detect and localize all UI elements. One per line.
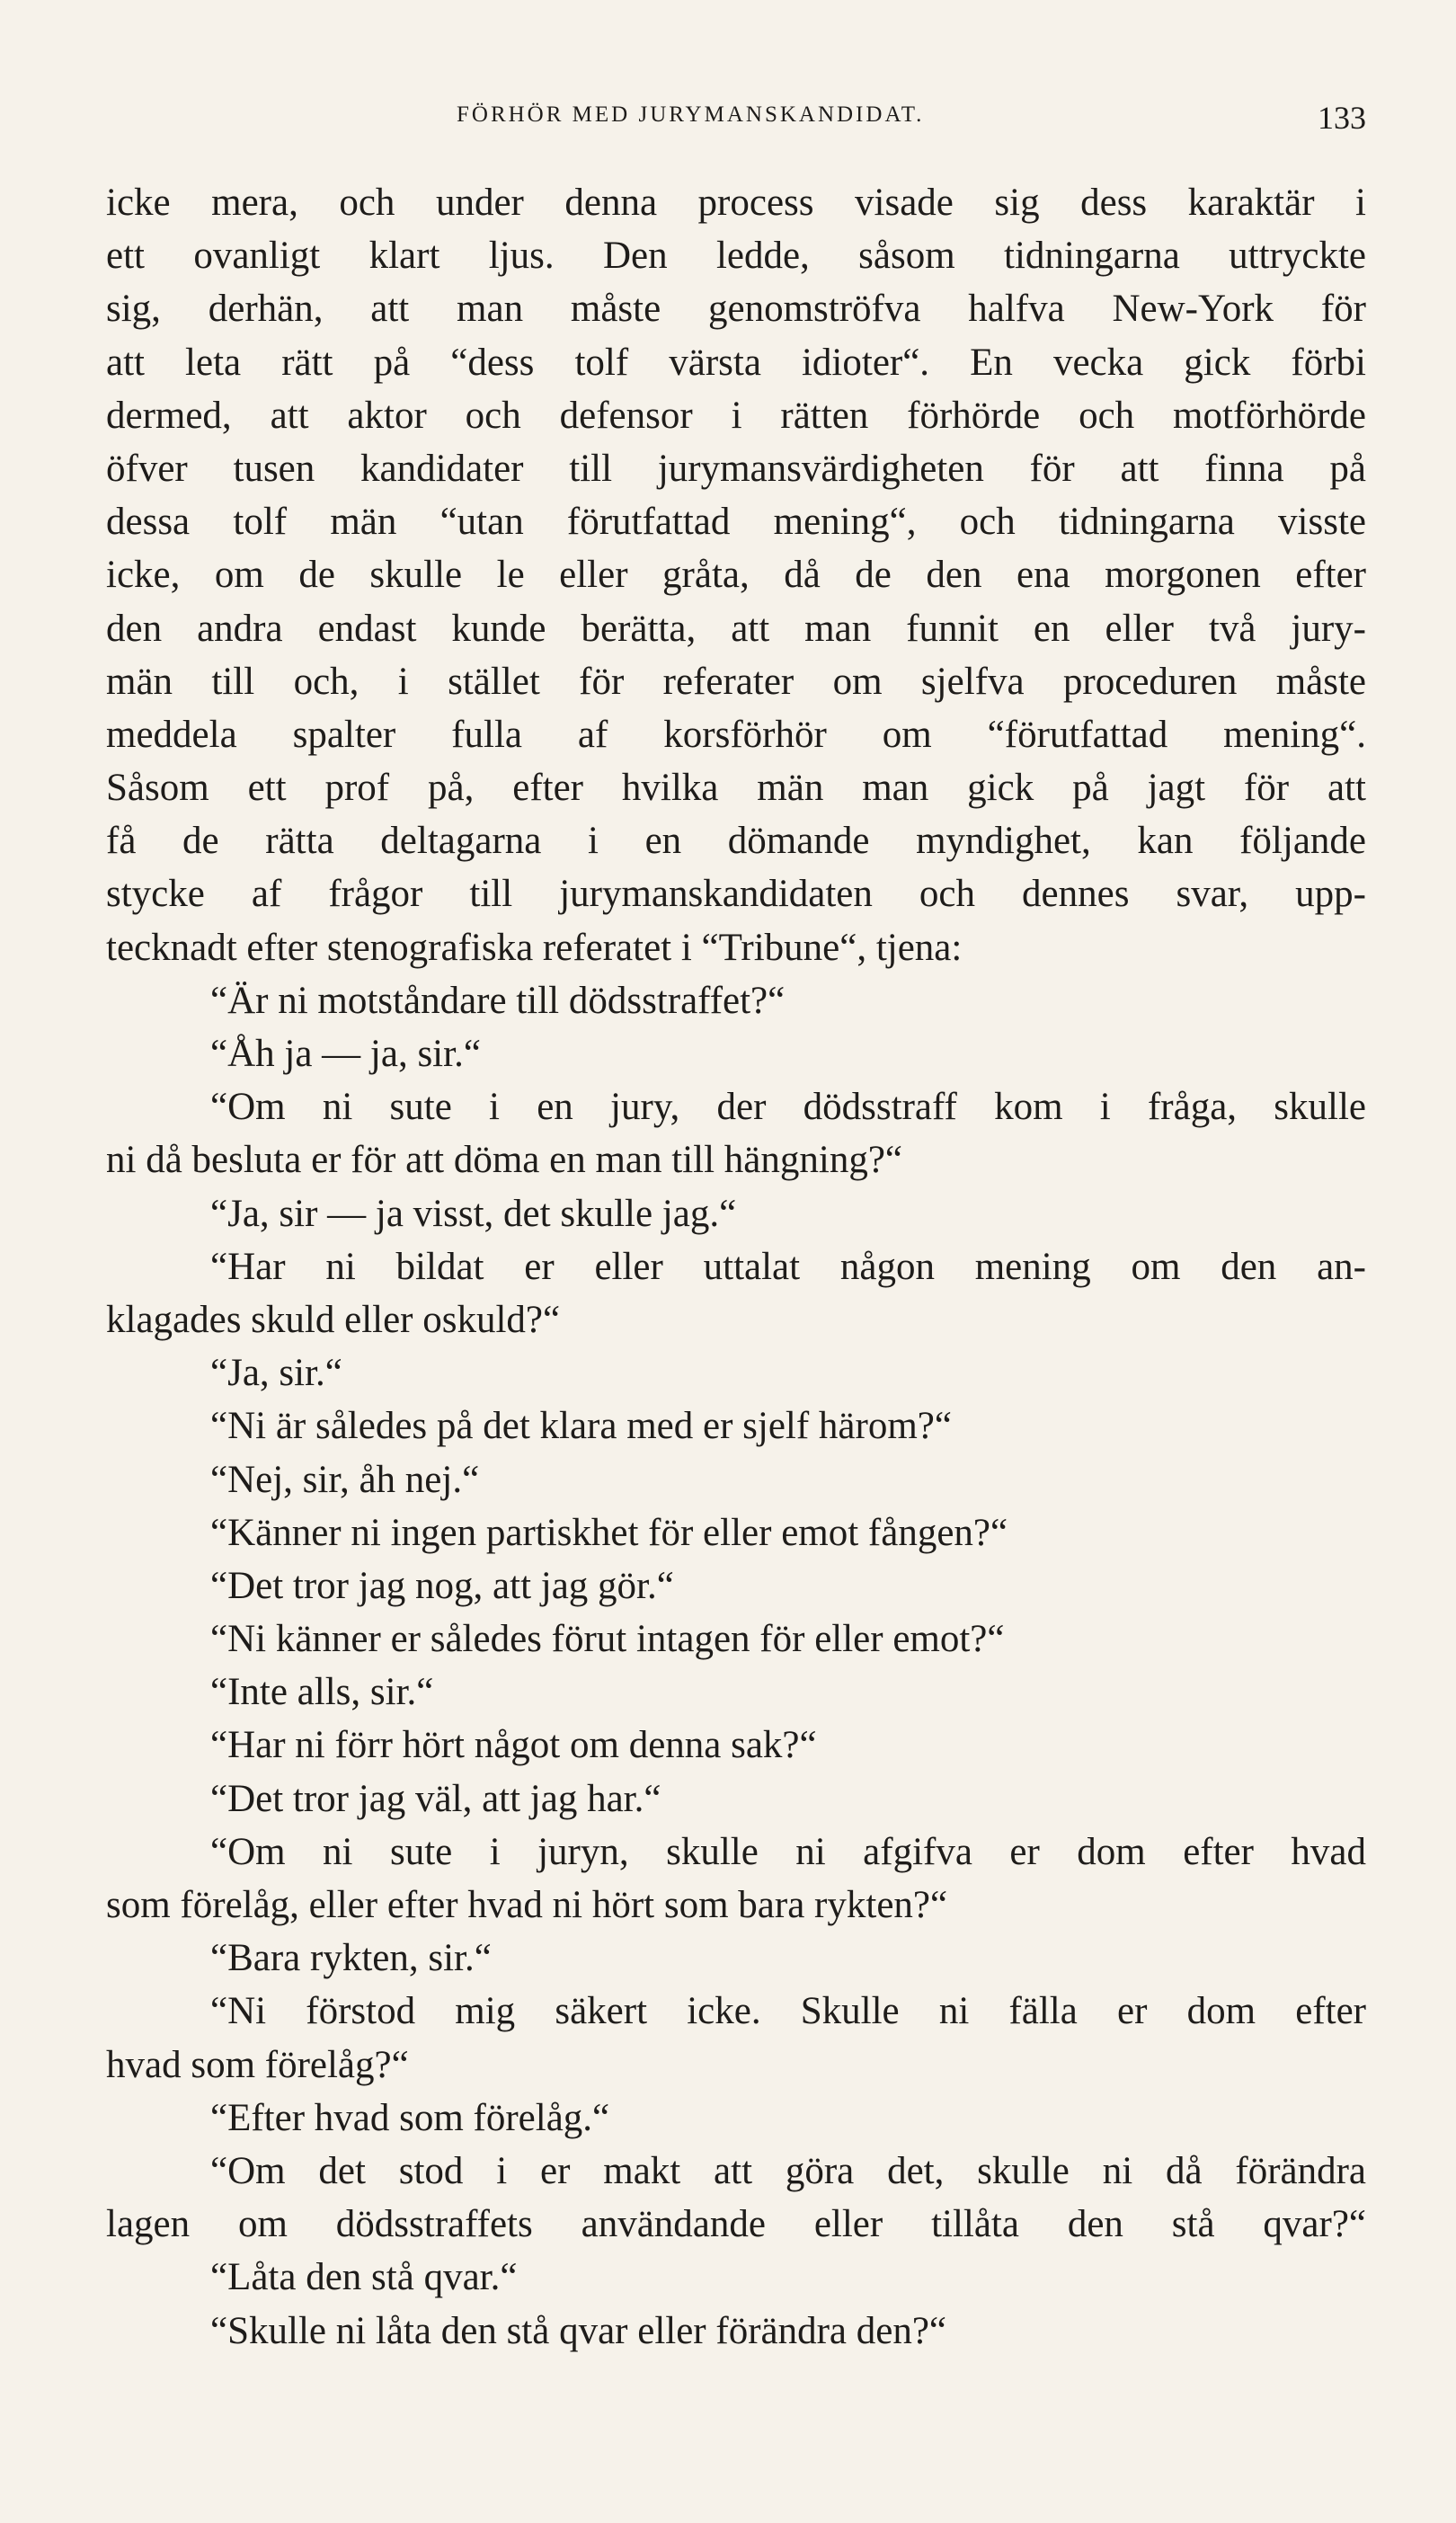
text-line: “Låta den stå qvar.“ [210, 2256, 518, 2299]
text-line: “Bara rykten, sir.“ [210, 1937, 492, 1980]
text-line: klagades skuld eller oskuld?“ [106, 1298, 561, 1341]
text-line: “Har ni förr hört något om denna sak?“ [210, 1724, 817, 1767]
text-line: att leta rätt på “dess tolf värsta idioter“. En vecka gick förbi [106, 341, 1366, 384]
text-line: “Efter hvad som förelåg.“ [210, 2096, 610, 2139]
text-line: “Ja, sir — ja visst, det skulle jag.“ [210, 1192, 737, 1235]
text-line: “Inte alls, sir.“ [210, 1671, 434, 1714]
text-line: “Känner ni ingen partiskhet för eller emot fången?“ [210, 1511, 1008, 1554]
text-line: “Ni är således på det klara med er sjelf härom?“ [210, 1405, 952, 1448]
text-line: den andra endast kunde berätta, att man funnit en eller två jury- [106, 607, 1366, 650]
text-line: “Skulle ni låta den stå qvar eller förändra den?“ [210, 2309, 947, 2352]
text-line: stycke af frågor till jurymanskandidaten och dennes svar, upp- [106, 873, 1366, 916]
text-line: “Det tror jag nog, att jag gör.“ [210, 1564, 674, 1607]
text-line: få de rätta deltagarna i en dömande myndighet, kan följande [106, 820, 1366, 863]
text-line: “Har ni bildat er eller uttalat någon mening om den an- [210, 1245, 1366, 1288]
text-line: öfver tusen kandidater till jurymansvärdigheten för att finna på [106, 447, 1366, 490]
text-line: tecknadt efter stenografiska referatet i “Tribune“, tjena: [106, 926, 963, 969]
text-line: “Ni känner er således förut intagen för eller emot?“ [210, 1618, 1005, 1661]
text-line: “Åh ja — ja, sir.“ [210, 1033, 481, 1075]
running-head [106, 99, 1366, 144]
text-line: “Om ni sute i en jury, der dödsstraff kom i fråga, skulle [210, 1086, 1366, 1129]
text-line: Såsom ett prof på, efter hvilka män man gick på jagt för att [106, 767, 1366, 810]
text-line: lagen om dödsstraffets användande eller tillåta den stå qvar?“ [106, 2203, 1366, 2246]
body-text [106, 176, 1366, 2358]
text-line: “Ni förstod mig säkert icke. Skulle ni fälla er dom efter [210, 1990, 1366, 2033]
text-line: icke mera, och under denna process visade sig dess karaktär i [106, 182, 1366, 224]
text-line: ni då besluta er för att döma en man till hängning?“ [106, 1139, 902, 1182]
text-line: ett ovanligt klart ljus. Den ledde, såsom tidningarna uttryckte [106, 235, 1366, 278]
text-line: hvad som förelåg?“ [106, 2043, 409, 2086]
text-line: meddela spalter fulla af korsförhör om “förutfattad mening“. [106, 713, 1366, 756]
text-line: “Om det stod i er makt att göra det, skulle ni då förändra [210, 2149, 1366, 2192]
text-line: “Ja, sir.“ [210, 1352, 342, 1395]
text-line: “Det tror jag väl, att jag har.“ [210, 1777, 661, 1820]
page-number: 133 [1318, 100, 1366, 136]
text-line: som förelåg, eller efter hvad ni hört som bara rykten?“ [106, 1884, 948, 1926]
text-line: dessa tolf män “utan förutfattad mening“, och tidningarna visste [106, 501, 1366, 544]
text-line: “Om ni sute i juryn, skulle ni afgifva er dom efter hvad [210, 1830, 1366, 1873]
running-title: FÖRHÖR MED JURYMANSKANDIDAT. [457, 102, 925, 127]
text-line: dermed, att aktor och defensor i rätten förhörde och motförhörde [106, 394, 1366, 437]
text-line: “Är ni motståndare till dödsstraffet?“ [210, 979, 786, 1022]
text-line: män till och, i stället för referater om sjelfva proceduren måste [106, 660, 1366, 703]
text-line: icke, om de skulle le eller gråta, då de den ena morgonen efter [106, 554, 1366, 597]
text-line: “Nej, sir, åh nej.“ [210, 1458, 480, 1501]
text-line: sig, derhän, att man måste genomströfva halfva New-York för [106, 288, 1366, 331]
